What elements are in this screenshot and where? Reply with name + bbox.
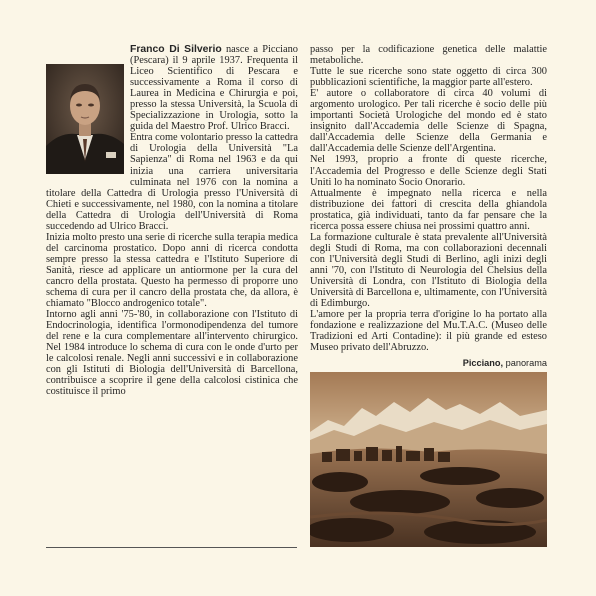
author-name: Franco Di Silverio [130, 44, 222, 55]
career-paragraph: Entra come volontario presso la cattedra di Urologia della Università "La Sapienza" di Roma nel 1963 e da qui inizia una carriera universitaria culminata nel 1976 con la nomina a titolare della Cattedra di Urologia presso l'Università di Chieti e successivamente, nel 1980, con la nomina a titolare della Cattedra di Urologia dell'Università di Roma succedendo ad Ulrico Bracci. [46, 132, 298, 232]
right-column [310, 44, 547, 353]
panorama-photo [310, 372, 547, 547]
caption-place: Picciano, [462, 358, 504, 368]
intro-text: nasce a Picciano (Pescara) il 9 aprile 1937. Frequenta il Liceo Scientifico di Pescara e successivamente a Roma il corso di Laurea in Medicina e Chirurgia e poi, presso la stessa Università, la Scuola di Specializzazione in Urologia, sotto la guida del Maestro Prof. Ulrico Bracci. [130, 44, 298, 133]
caption-label: panorama [503, 358, 547, 368]
publications-paragraph: Tutte le sue ricerche sono state oggetto di circa 300 pubblicazioni scientifiche, la maggior parte all'estero. [310, 66, 547, 89]
photo-caption [440, 358, 547, 368]
portrait-photo [46, 64, 124, 174]
research-paragraph: Inizia molto presto una serie di ricerche sulla terapia medica del carcinoma prostatico. Dopo anni di ricerca condotta sempre presso la stessa cattedra e l'Istituto Superiore di Sanità, riesce ad applicare un antiormone per la cura del cancro della prostata. Questo ha permesso di proporre uno schema di cura per il cancro della prostata che, da allora, è chiamato "Blocco androgenico totale". [46, 231, 298, 310]
honorary-paragraph: Nel 1993, proprio a fronte di queste ricerche, l'Accademia del Progresso e delle Scienze degli Stati Uniti lo ha nominato Socio Onorario. [310, 154, 547, 188]
education-paragraph: La formazione culturale è stata prevalente all'Università degli Studi di Roma, ma con collaborazioni decennali con l'Università degli Studi di Berlino, agli inizi degli anni '70, con l'Istituto di Neurologia del Chelsius della Università di Londra, con l'Istituto di Biologia della Università di Barcellona e, ultimamente, con l'Università di Edimburgo. [310, 231, 547, 310]
continuation-paragraph: passo per la codificazione genetica delle malattie metaboliche. [310, 44, 547, 67]
collaboration-paragraph: Intorno agli anni '75-'80, in collaborazione con l'Istituto di Endocrinologia, identifica l'ormonodipendenza del tumore del rene e la cura complementare all'intervento chirurgico. Nel 1984 introduce lo schema di cura con le onde d'urto per le calcolosi renale. Negli anni successivi e in collaborazione con gli Istituti di Biologia dell'Università di Barcellona, contribuisce a scoprire il gene della calcolosi cistinica che costituisce il primo [46, 309, 298, 398]
current-research-paragraph: Attualmente è impegnato nella ricerca e nella distribuzione dei fattori di crescita della ghiandola prostatica, già individuati, tanto da far pensare che la ricerca possa essere chiusa nei prossimi quattro anni. [310, 187, 547, 232]
memberships-paragraph: E' autore o collaboratore di circa 40 volumi di argomento urologico. Per tali ricerche è socio delle più importanti Società Urologiche del mondo ed è stato insignito dall'Accademia delle Scienze di Spagna, dall'Accademia delle Scienze della Germania e dall'Accademia delle Scienze dell'Argentina. [310, 88, 547, 155]
footer-divider [46, 547, 297, 548]
museum-paragraph: L'amore per la propria terra d'origine lo ha portato alla fondazione e realizzazione del Mu.T.A.C. (Museo delle Tradizioni ed Arti Contadine): il più grande ed esteso Museo privato dell'Abruzzo. [310, 309, 547, 354]
left-column [46, 44, 298, 398]
